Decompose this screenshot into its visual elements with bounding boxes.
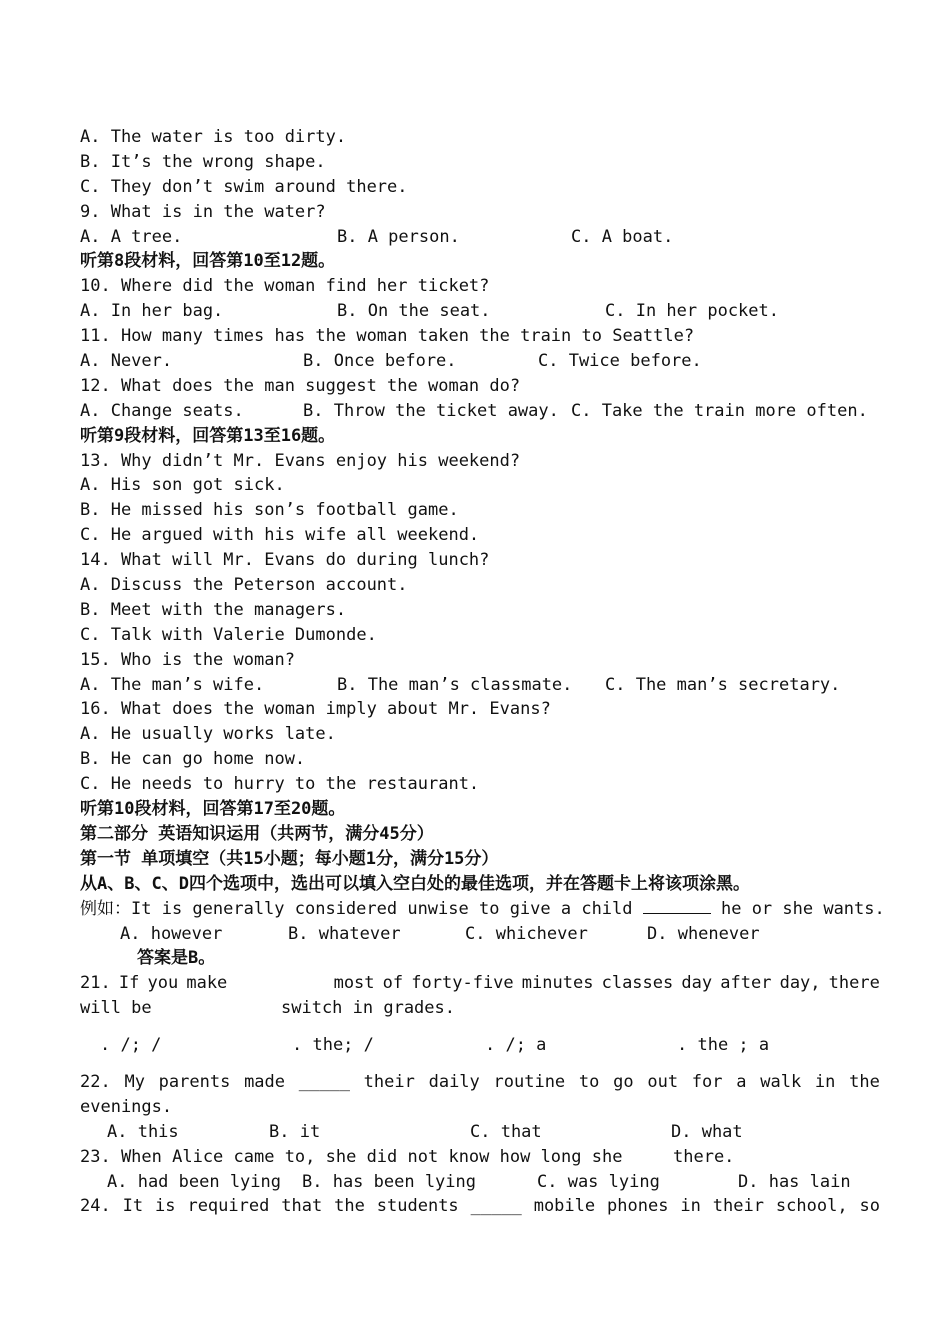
q24-word: 24.: [80, 1196, 111, 1217]
example-sentence: [80, 897, 885, 922]
q23-option-a: A. had been lying: [107, 1171, 281, 1192]
q16-option-a: A. He usually works late.: [80, 724, 336, 745]
q8-option-b: B. It’s the wrong shape.: [80, 151, 326, 172]
q11-options: [80, 349, 880, 374]
example-option-b: B. whatever: [288, 923, 401, 944]
q21-word: day,: [779, 973, 821, 994]
q24-word: students: [376, 1196, 459, 1217]
q22-word: routine: [493, 1071, 566, 1092]
q21-line2-start: will be: [80, 998, 152, 1019]
example-option-c: C. whichever: [465, 923, 588, 944]
q22-options: [80, 1120, 880, 1145]
q14-option-b: B. Meet with the managers.: [80, 599, 347, 620]
q9-option-a: A. A tree.: [80, 226, 183, 247]
q22-word: the: [849, 1071, 880, 1092]
q23-option-b: B. has been lying: [302, 1171, 476, 1192]
q22-word: 22.: [80, 1071, 111, 1092]
example-option-a: A. however: [120, 923, 223, 944]
q24-word: It: [122, 1196, 144, 1217]
q8-option-c: C. They don’t swim around there.: [80, 176, 408, 197]
q15-options: [80, 673, 880, 698]
q21-word: 21.: [80, 973, 111, 994]
q22-word: go: [613, 1071, 634, 1092]
q8-option-a: A. The water is too dirty.: [80, 127, 347, 147]
part2-instructions: 从A、B、C、D四个选项中，选出可以填入空白处的最佳选项，并在答题卡上将该项涂黑。: [80, 873, 750, 894]
q9-options: [80, 225, 880, 250]
q22-word: to: [578, 1071, 600, 1092]
q22-option-d: D. what: [671, 1121, 743, 1142]
spacer: [80, 1021, 880, 1033]
example-answer: [80, 946, 880, 971]
q24-word: so: [859, 1196, 880, 1217]
q24-word: _____: [470, 1196, 522, 1217]
q23-options: [80, 1170, 880, 1195]
q21-word: there: [828, 973, 880, 994]
q22-word: their: [363, 1071, 415, 1092]
q22-line1: [80, 1070, 880, 1095]
q21-word: after: [720, 973, 772, 994]
q22-word: parents: [158, 1071, 231, 1092]
q16-option-c: C. He needs to hurry to the restaurant.: [80, 774, 480, 795]
q22-word: My: [124, 1071, 145, 1092]
q21-line1: [80, 971, 880, 996]
q21-word: most: [333, 973, 375, 994]
q23-option-c: C. was lying: [537, 1171, 660, 1192]
q15-question: 15. Who is the woman?: [80, 649, 295, 670]
q24-word: in: [680, 1196, 701, 1217]
q21-word: day: [681, 973, 713, 994]
q21-option-b: . the; /: [292, 1035, 374, 1056]
q21-word: you: [147, 973, 179, 994]
spacer: [80, 1058, 880, 1070]
q21-options: [80, 1033, 880, 1058]
q24-word: required: [187, 1196, 270, 1217]
q21-word: If: [118, 973, 140, 994]
q22-line2: evenings.: [80, 1096, 173, 1117]
example-blank: [643, 897, 711, 914]
q24-word: that: [281, 1196, 323, 1217]
part2-title: 第二部分 英语知识运用（共两节，满分45分）: [80, 823, 434, 844]
q15-option-b: B. The man’s classmate.: [337, 674, 573, 695]
example-option-d: D. whenever: [647, 923, 760, 944]
q10-options: [80, 299, 880, 324]
q22-word: walk: [760, 1071, 802, 1092]
q13-option-b: B. He missed his son’s football game.: [80, 500, 459, 521]
q22-word: made: [244, 1071, 286, 1092]
section-8-heading: 听第8段材料，回答第10至12题。: [80, 251, 336, 272]
q21-blank: [235, 971, 325, 996]
q21-word: classes: [601, 973, 674, 994]
q23-option-d: D. has lain: [738, 1171, 851, 1192]
exam-page: [80, 125, 885, 1219]
part2-section1-title: 第一节 单项填空（共15小题；每小题1分，满分15分）: [80, 848, 499, 869]
q16-option-b: B. He can go home now.: [80, 749, 306, 770]
q9-option-b: B. A person.: [337, 226, 460, 247]
q10-option-a: A. In her bag.: [80, 301, 224, 322]
q11-option-b: B. Once before.: [303, 351, 457, 372]
q21-option-a: . /; /: [100, 1035, 162, 1056]
example-sentence-end: he or she wants.: [710, 898, 885, 919]
example-answer-text: 答案是B。: [137, 948, 216, 969]
q15-option-a: A. The man’s wife.: [80, 674, 265, 695]
section-9-heading: 听第9段材料，回答第13至16题。: [80, 425, 336, 446]
q24-word: phones: [607, 1196, 669, 1217]
q21-word: forty-five: [411, 973, 514, 994]
example-options: [80, 922, 880, 947]
q16-question: 16. What does the woman imply about Mr. Evans?: [80, 699, 551, 720]
q21-word: of: [382, 973, 404, 994]
q10-question: 10. Where did the woman find her ticket?: [80, 276, 490, 297]
q11-option-a: A. Never.: [80, 351, 173, 372]
q21-word: make: [186, 973, 228, 994]
q9-option-c: C. A boat.: [571, 226, 674, 247]
q24-word: is: [155, 1196, 176, 1217]
q14-option-a: A. Discuss the Peterson account.: [80, 575, 408, 596]
q10-option-c: C. In her pocket.: [605, 301, 779, 322]
q11-question: 11. How many times has the woman taken the train to Seattle?: [80, 326, 695, 347]
q24-word: mobile: [533, 1196, 596, 1217]
q24-word: the: [334, 1196, 365, 1217]
q10-option-b: B. On the seat.: [337, 301, 491, 322]
q22-word: a: [736, 1071, 747, 1092]
q22-word: out: [647, 1071, 679, 1092]
q12-options: [80, 399, 880, 424]
q23-question-start: 23. When Alice came to, she did not know how long she: [80, 1146, 623, 1167]
q23-question-end: there.: [673, 1146, 735, 1167]
q12-option-a: A. Change seats.: [80, 400, 244, 421]
q13-option-c: C. He argued with his wife all weekend.: [80, 525, 480, 546]
q22-word: daily: [428, 1071, 480, 1092]
example-sentence-start: 例如：It is generally considered unwise to give a child: [80, 898, 643, 919]
q24-word: school,: [775, 1196, 848, 1217]
q21-line2: [80, 996, 880, 1021]
q21-option-d: . the ; a: [677, 1035, 770, 1056]
q12-question: 12. What does the man suggest the woman do?: [80, 375, 521, 396]
q21-option-c: . /; a: [485, 1035, 547, 1056]
q22-option-a: A. this: [107, 1121, 179, 1142]
q24-line1: [80, 1194, 880, 1219]
q14-option-c: C. Talk with Valerie Dumonde.: [80, 624, 377, 645]
q22-option-b: B. it: [269, 1121, 321, 1142]
q22-option-c: C. that: [470, 1121, 542, 1142]
q13-question: 13. Why didn’t Mr. Evans enjoy his weekend?: [80, 450, 521, 471]
q24-word: their: [712, 1196, 764, 1217]
q9-question: 9. What is in the water?: [80, 201, 326, 222]
q11-option-c: C. Twice before.: [538, 351, 702, 372]
q22-word: in: [814, 1071, 836, 1092]
q12-option-b: B. Throw the ticket away.: [303, 400, 559, 421]
q15-option-c: C. The man’s secretary.: [605, 674, 841, 695]
section-10-heading: 听第10段材料，回答第17至20题。: [80, 799, 346, 820]
q13-option-a: A. His son got sick.: [80, 475, 285, 496]
q22-word: _____: [298, 1071, 350, 1092]
q21-word: minutes: [521, 973, 594, 994]
q14-question: 14. What will Mr. Evans do during lunch?: [80, 550, 490, 571]
q21-line2-end: switch in grades.: [281, 998, 455, 1019]
q12-option-c: C. Take the train more often.: [571, 400, 868, 421]
q23-question: [80, 1145, 880, 1170]
q22-word: for: [691, 1071, 723, 1092]
